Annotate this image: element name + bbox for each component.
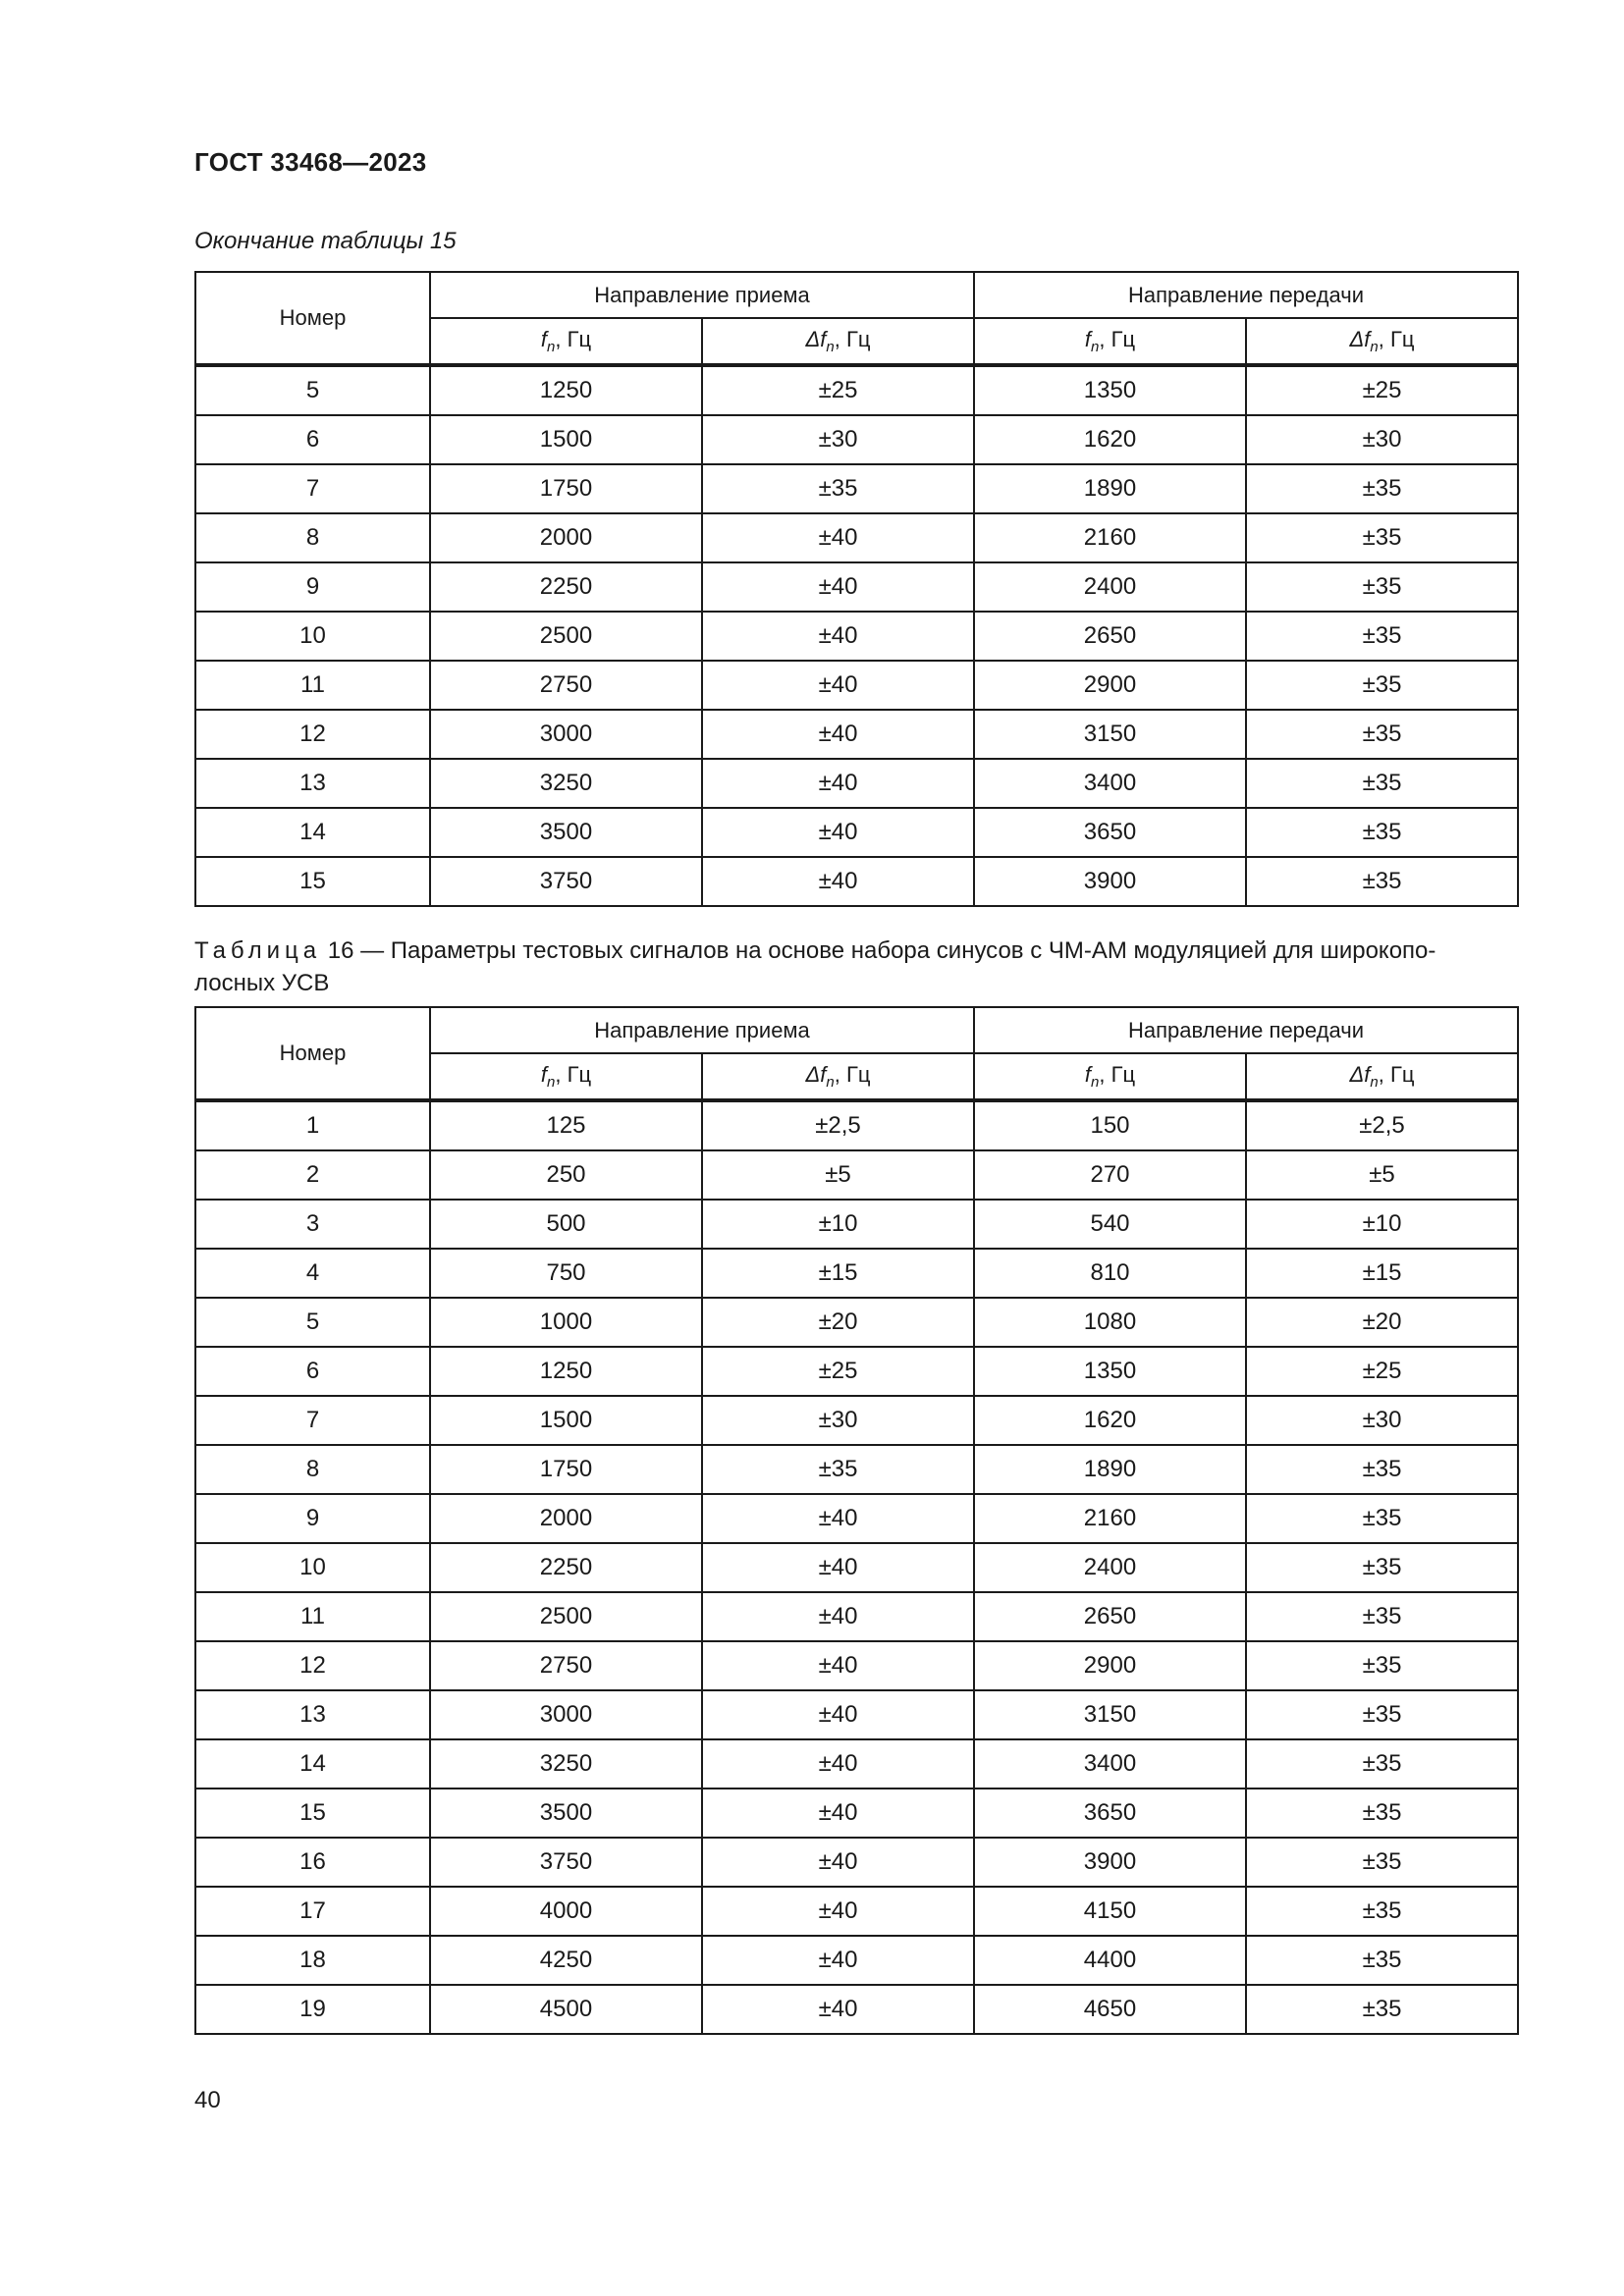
cell-number: 5 bbox=[195, 1298, 430, 1347]
cell-transmit-frequency: 2650 bbox=[974, 1592, 1246, 1641]
cell-transmit-frequency: 2160 bbox=[974, 1494, 1246, 1543]
cell-transmit-deviation: ±2,5 bbox=[1246, 1100, 1518, 1150]
cell-receive-frequency: 3250 bbox=[430, 1739, 702, 1789]
header-transmit-frequency: $f_n$, Гц bbox=[974, 1053, 1246, 1100]
cell-receive-frequency: 2750 bbox=[430, 661, 702, 710]
cell-transmit-deviation: ±35 bbox=[1246, 857, 1518, 906]
cell-receive-deviation: ±40 bbox=[702, 1838, 974, 1887]
cell-receive-deviation: ±5 bbox=[702, 1150, 974, 1200]
cell-number: 15 bbox=[195, 1789, 430, 1838]
cell-transmit-deviation: ±25 bbox=[1246, 365, 1518, 415]
cell-receive-deviation: ±10 bbox=[702, 1200, 974, 1249]
cell-receive-frequency: 2500 bbox=[430, 612, 702, 661]
cell-transmit-deviation: ±35 bbox=[1246, 1985, 1518, 2034]
cell-receive-deviation: ±40 bbox=[702, 562, 974, 612]
cell-receive-deviation: ±40 bbox=[702, 1543, 974, 1592]
cell-transmit-deviation: ±35 bbox=[1246, 1592, 1518, 1641]
header-transmit-deviation: $\Delta f_n$, Гц bbox=[1246, 1053, 1518, 1100]
cell-number: 7 bbox=[195, 464, 430, 513]
cell-receive-deviation: ±40 bbox=[702, 710, 974, 759]
cell-receive-frequency: 3000 bbox=[430, 1690, 702, 1739]
cell-receive-frequency: 250 bbox=[430, 1150, 702, 1200]
cell-receive-deviation: ±40 bbox=[702, 1789, 974, 1838]
cell-receive-deviation: ±40 bbox=[702, 612, 974, 661]
cell-receive-frequency: 1750 bbox=[430, 1445, 702, 1494]
header-receive-deviation: $\Delta f_n$, Гц bbox=[702, 1053, 974, 1100]
cell-receive-frequency: 2250 bbox=[430, 1543, 702, 1592]
cell-number: 8 bbox=[195, 1445, 430, 1494]
cell-transmit-deviation: ±35 bbox=[1246, 710, 1518, 759]
cell-transmit-frequency: 1890 bbox=[974, 464, 1246, 513]
cell-transmit-frequency: 2400 bbox=[974, 1543, 1246, 1592]
cell-transmit-deviation: ±30 bbox=[1246, 1396, 1518, 1445]
cell-transmit-deviation: ±35 bbox=[1246, 1936, 1518, 1985]
cell-receive-deviation: ±25 bbox=[702, 365, 974, 415]
cell-receive-frequency: 500 bbox=[430, 1200, 702, 1249]
cell-transmit-frequency: 4150 bbox=[974, 1887, 1246, 1936]
cell-number: 14 bbox=[195, 808, 430, 857]
cell-transmit-deviation: ±35 bbox=[1246, 513, 1518, 562]
table-row bbox=[195, 464, 1518, 513]
table-row bbox=[195, 1887, 1518, 1936]
cell-number: 9 bbox=[195, 562, 430, 612]
cell-number: 13 bbox=[195, 759, 430, 808]
table-row bbox=[195, 1985, 1518, 2034]
table-row bbox=[195, 1347, 1518, 1396]
cell-receive-frequency: 750 bbox=[430, 1249, 702, 1298]
table-row bbox=[195, 1150, 1518, 1200]
table-row bbox=[195, 1249, 1518, 1298]
cell-transmit-frequency: 2400 bbox=[974, 562, 1246, 612]
cell-transmit-deviation: ±5 bbox=[1246, 1150, 1518, 1200]
cell-transmit-deviation: ±20 bbox=[1246, 1298, 1518, 1347]
cell-transmit-deviation: ±35 bbox=[1246, 759, 1518, 808]
cell-receive-frequency: 1500 bbox=[430, 415, 702, 464]
cell-transmit-frequency: 1350 bbox=[974, 365, 1246, 415]
cell-transmit-frequency: 1890 bbox=[974, 1445, 1246, 1494]
cell-receive-deviation: ±40 bbox=[702, 857, 974, 906]
cell-receive-frequency: 2000 bbox=[430, 1494, 702, 1543]
cell-number: 3 bbox=[195, 1200, 430, 1249]
table-row bbox=[195, 562, 1518, 612]
cell-receive-deviation: ±40 bbox=[702, 1739, 974, 1789]
cell-transmit-frequency: 1620 bbox=[974, 415, 1246, 464]
cell-receive-deviation: ±2,5 bbox=[702, 1100, 974, 1150]
cell-transmit-frequency: 1080 bbox=[974, 1298, 1246, 1347]
cell-receive-frequency: 2500 bbox=[430, 1592, 702, 1641]
table-row bbox=[195, 710, 1518, 759]
cell-transmit-deviation: ±10 bbox=[1246, 1200, 1518, 1249]
cell-receive-frequency: 1000 bbox=[430, 1298, 702, 1347]
table-16-body bbox=[195, 1100, 1518, 2034]
cell-receive-frequency: 2000 bbox=[430, 513, 702, 562]
header-transmit-direction: Направление передачи bbox=[974, 1007, 1518, 1053]
table-row bbox=[195, 857, 1518, 906]
cell-receive-frequency: 2750 bbox=[430, 1641, 702, 1690]
table-row bbox=[195, 1789, 1518, 1838]
cell-transmit-frequency: 3900 bbox=[974, 857, 1246, 906]
table16-caption-text: 16 — Параметры тестовых сигналов на основе набора синусов с ЧМ-АМ модуляцией для широкопо-лосных УСВ bbox=[194, 937, 1436, 996]
cell-receive-frequency: 2250 bbox=[430, 562, 702, 612]
table-row bbox=[195, 1396, 1518, 1445]
cell-receive-frequency: 3500 bbox=[430, 808, 702, 857]
cell-number: 16 bbox=[195, 1838, 430, 1887]
cell-transmit-deviation: ±35 bbox=[1246, 661, 1518, 710]
cell-transmit-deviation: ±35 bbox=[1246, 1445, 1518, 1494]
cell-receive-frequency: 1250 bbox=[430, 1347, 702, 1396]
cell-receive-deviation: ±40 bbox=[702, 1985, 974, 2034]
cell-number: 19 bbox=[195, 1985, 430, 2034]
cell-receive-deviation: ±30 bbox=[702, 415, 974, 464]
cell-transmit-deviation: ±35 bbox=[1246, 1641, 1518, 1690]
cell-transmit-frequency: 540 bbox=[974, 1200, 1246, 1249]
cell-number: 17 bbox=[195, 1887, 430, 1936]
cell-receive-deviation: ±35 bbox=[702, 464, 974, 513]
cell-transmit-deviation: ±35 bbox=[1246, 808, 1518, 857]
table15-continuation-caption: Окончание таблицы 15 bbox=[194, 228, 457, 254]
cell-transmit-frequency: 4400 bbox=[974, 1936, 1246, 1985]
cell-receive-frequency: 1500 bbox=[430, 1396, 702, 1445]
table-row bbox=[195, 1100, 1518, 1150]
cell-receive-deviation: ±40 bbox=[702, 1690, 974, 1739]
cell-receive-deviation: ±40 bbox=[702, 1494, 974, 1543]
cell-transmit-deviation: ±35 bbox=[1246, 1690, 1518, 1739]
cell-number: 6 bbox=[195, 415, 430, 464]
cell-receive-frequency: 4000 bbox=[430, 1887, 702, 1936]
cell-number: 5 bbox=[195, 365, 430, 415]
cell-transmit-deviation: ±35 bbox=[1246, 1838, 1518, 1887]
cell-transmit-deviation: ±35 bbox=[1246, 1887, 1518, 1936]
header-number: Номер bbox=[195, 1007, 430, 1100]
table-15-body bbox=[195, 365, 1518, 906]
cell-transmit-deviation: ±35 bbox=[1246, 1543, 1518, 1592]
table-row bbox=[195, 661, 1518, 710]
cell-number: 12 bbox=[195, 710, 430, 759]
cell-receive-deviation: ±40 bbox=[702, 808, 974, 857]
cell-number: 14 bbox=[195, 1739, 430, 1789]
cell-transmit-frequency: 3150 bbox=[974, 710, 1246, 759]
cell-receive-deviation: ±40 bbox=[702, 1936, 974, 1985]
cell-transmit-deviation: ±35 bbox=[1246, 562, 1518, 612]
table-row bbox=[195, 1543, 1518, 1592]
cell-receive-frequency: 4250 bbox=[430, 1936, 702, 1985]
cell-transmit-deviation: ±35 bbox=[1246, 1494, 1518, 1543]
header-receive-deviation: $\Delta f_n$, Гц bbox=[702, 318, 974, 365]
table-row bbox=[195, 808, 1518, 857]
table16-caption bbox=[194, 934, 1516, 999]
cell-number: 7 bbox=[195, 1396, 430, 1445]
table-row bbox=[195, 365, 1518, 415]
table-row bbox=[195, 1641, 1518, 1690]
cell-receive-deviation: ±40 bbox=[702, 513, 974, 562]
cell-receive-deviation: ±40 bbox=[702, 661, 974, 710]
cell-transmit-deviation: ±35 bbox=[1246, 464, 1518, 513]
cell-transmit-frequency: 3150 bbox=[974, 1690, 1246, 1739]
cell-receive-frequency: 3000 bbox=[430, 710, 702, 759]
cell-transmit-frequency: 1350 bbox=[974, 1347, 1246, 1396]
page-number: 40 bbox=[194, 2087, 221, 2113]
cell-receive-deviation: ±40 bbox=[702, 1641, 974, 1690]
cell-number: 2 bbox=[195, 1150, 430, 1200]
header-transmit-frequency: $f_n$, Гц bbox=[974, 318, 1246, 365]
cell-transmit-frequency: 150 bbox=[974, 1100, 1246, 1150]
cell-receive-frequency: 1250 bbox=[430, 365, 702, 415]
cell-number: 9 bbox=[195, 1494, 430, 1543]
table-15 bbox=[194, 271, 1519, 907]
table-row bbox=[195, 1739, 1518, 1789]
cell-transmit-frequency: 270 bbox=[974, 1150, 1246, 1200]
cell-transmit-deviation: ±35 bbox=[1246, 612, 1518, 661]
cell-receive-deviation: ±15 bbox=[702, 1249, 974, 1298]
cell-transmit-frequency: 2650 bbox=[974, 612, 1246, 661]
cell-receive-frequency: 3750 bbox=[430, 857, 702, 906]
cell-transmit-deviation: ±30 bbox=[1246, 415, 1518, 464]
cell-number: 12 bbox=[195, 1641, 430, 1690]
document-header: ГОСТ 33468—2023 bbox=[194, 147, 427, 177]
cell-number: 11 bbox=[195, 1592, 430, 1641]
cell-receive-frequency: 3250 bbox=[430, 759, 702, 808]
cell-number: 1 bbox=[195, 1100, 430, 1150]
cell-transmit-deviation: ±35 bbox=[1246, 1789, 1518, 1838]
cell-receive-frequency: 1750 bbox=[430, 464, 702, 513]
header-receive-direction: Направление приема bbox=[430, 1007, 974, 1053]
cell-transmit-frequency: 4650 bbox=[974, 1985, 1246, 2034]
table-row bbox=[195, 1494, 1518, 1543]
table-row bbox=[195, 759, 1518, 808]
table-row bbox=[195, 1298, 1518, 1347]
cell-number: 4 bbox=[195, 1249, 430, 1298]
cell-receive-deviation: ±40 bbox=[702, 1592, 974, 1641]
cell-transmit-frequency: 3650 bbox=[974, 1789, 1246, 1838]
table-row bbox=[195, 612, 1518, 661]
table-row bbox=[195, 1200, 1518, 1249]
cell-receive-frequency: 3500 bbox=[430, 1789, 702, 1838]
table-16 bbox=[194, 1006, 1519, 2035]
cell-number: 10 bbox=[195, 612, 430, 661]
cell-receive-deviation: ±25 bbox=[702, 1347, 974, 1396]
cell-receive-frequency: 4500 bbox=[430, 1985, 702, 2034]
table-row bbox=[195, 1445, 1518, 1494]
cell-number: 15 bbox=[195, 857, 430, 906]
cell-receive-deviation: ±40 bbox=[702, 1887, 974, 1936]
cell-transmit-deviation: ±15 bbox=[1246, 1249, 1518, 1298]
table-row bbox=[195, 513, 1518, 562]
cell-receive-deviation: ±35 bbox=[702, 1445, 974, 1494]
cell-transmit-frequency: 3400 bbox=[974, 759, 1246, 808]
cell-transmit-frequency: 2900 bbox=[974, 1641, 1246, 1690]
header-receive-frequency: $f_n$, Гц bbox=[430, 1053, 702, 1100]
cell-transmit-frequency: 810 bbox=[974, 1249, 1246, 1298]
cell-transmit-frequency: 3400 bbox=[974, 1739, 1246, 1789]
cell-number: 8 bbox=[195, 513, 430, 562]
table-row bbox=[195, 1592, 1518, 1641]
cell-receive-deviation: ±30 bbox=[702, 1396, 974, 1445]
cell-number: 6 bbox=[195, 1347, 430, 1396]
cell-receive-deviation: ±40 bbox=[702, 759, 974, 808]
cell-number: 13 bbox=[195, 1690, 430, 1739]
cell-transmit-frequency: 1620 bbox=[974, 1396, 1246, 1445]
header-receive-direction: Направление приема bbox=[430, 272, 974, 318]
cell-transmit-deviation: ±35 bbox=[1246, 1739, 1518, 1789]
header-number: Номер bbox=[195, 272, 430, 365]
cell-number: 11 bbox=[195, 661, 430, 710]
table-row bbox=[195, 1838, 1518, 1887]
header-transmit-direction: Направление передачи bbox=[974, 272, 1518, 318]
cell-number: 18 bbox=[195, 1936, 430, 1985]
cell-receive-deviation: ±20 bbox=[702, 1298, 974, 1347]
cell-transmit-frequency: 3650 bbox=[974, 808, 1246, 857]
cell-receive-frequency: 125 bbox=[430, 1100, 702, 1150]
cell-transmit-frequency: 2900 bbox=[974, 661, 1246, 710]
table-row bbox=[195, 1690, 1518, 1739]
header-receive-frequency: $f_n$, Гц bbox=[430, 318, 702, 365]
cell-transmit-frequency: 3900 bbox=[974, 1838, 1246, 1887]
cell-number: 10 bbox=[195, 1543, 430, 1592]
table-row bbox=[195, 1936, 1518, 1985]
cell-receive-frequency: 3750 bbox=[430, 1838, 702, 1887]
table-row bbox=[195, 415, 1518, 464]
header-transmit-deviation: $\Delta f_n$, Гц bbox=[1246, 318, 1518, 365]
cell-transmit-deviation: ±25 bbox=[1246, 1347, 1518, 1396]
cell-transmit-frequency: 2160 bbox=[974, 513, 1246, 562]
table16-caption-label: Таблица bbox=[194, 937, 322, 964]
